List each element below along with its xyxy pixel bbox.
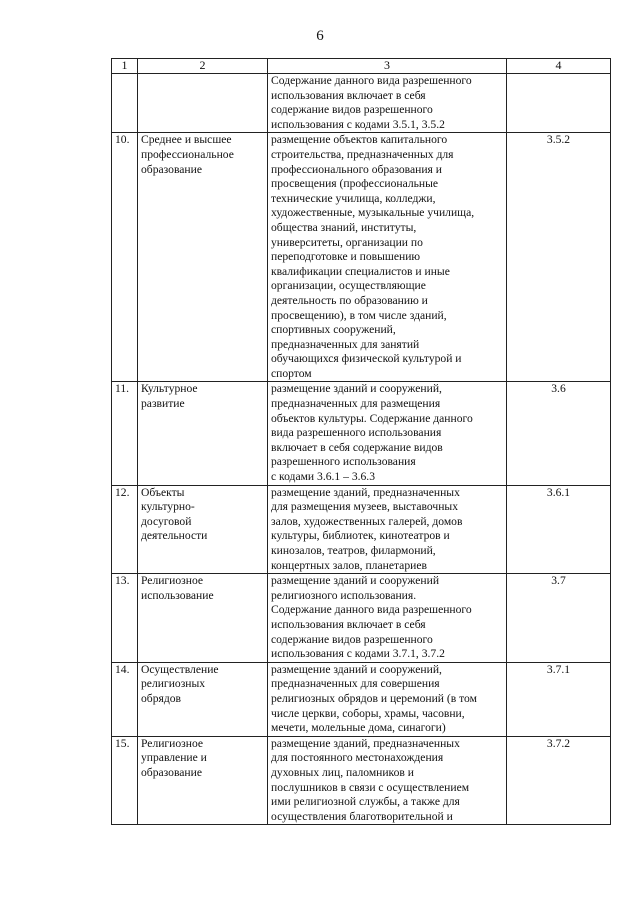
description-line: размещение зданий, предназначенных — [271, 485, 460, 499]
name-line: Осуществление — [141, 662, 219, 676]
description-line: послушников в связи с осуществлением — [271, 780, 470, 794]
description-line: размещение зданий и сооружений, — [271, 662, 442, 676]
description-line: ими религиозной службы, а также для — [271, 795, 460, 809]
description-line: спортивных сооружений, — [271, 323, 396, 337]
description-line: мечети, молельные дома, синагоги) — [271, 721, 446, 735]
description-line: кинозалов, театров, филармоний, — [271, 544, 436, 557]
header-col-1: 1 — [112, 59, 138, 74]
name-line: Объекты — [141, 485, 185, 499]
table-row — [112, 382, 611, 485]
description-line: залов, художественных галерей, домов — [271, 514, 463, 528]
land-use-description — [268, 736, 507, 825]
description-line: концертных залов, планетариев — [271, 558, 427, 572]
description-line: университеты, организации по — [271, 235, 423, 249]
land-use-code: 3.7.1 — [507, 662, 611, 736]
name-line: религиозных — [141, 677, 206, 691]
description-line: объектов культуры. Содержание данного — [271, 411, 473, 425]
name-line: управление и — [141, 751, 207, 765]
description-line: квалификации специалистов и иные — [271, 264, 450, 278]
description-line: использования включает в себя — [271, 88, 426, 102]
land-use-code: 3.7 — [507, 574, 611, 663]
land-use-table — [111, 58, 611, 825]
table-row — [112, 574, 611, 663]
description-line: содержание видов разрешенного — [271, 103, 433, 117]
name-line: досуговой — [141, 514, 192, 528]
description-line: предназначенных для занятий — [271, 337, 420, 351]
description-line: религиозного использования. — [271, 588, 417, 602]
description-line: размещение объектов капитального — [271, 133, 448, 147]
table-row — [112, 74, 611, 133]
name-line: Среднее и высшее — [141, 133, 232, 147]
name-line: образование — [141, 162, 202, 176]
header-col-3: 3 — [268, 59, 507, 74]
table-row — [112, 662, 611, 736]
description-line: строительства, предназначенных для — [271, 147, 454, 161]
description-line: Содержание данного вида разрешенного — [271, 603, 472, 617]
description-line: для постоянного местонахождения — [271, 751, 444, 765]
description-line: переподготовке и повышению — [271, 250, 421, 264]
description-line: просвещению), в том числе зданий, — [271, 308, 447, 322]
row-number: 10. — [112, 133, 138, 382]
description-line: просвещения (профессиональные — [271, 177, 439, 191]
name-line: профессиональное — [141, 147, 234, 161]
name-line: культурно- — [141, 500, 195, 514]
description-line: обучающихся физической культурой и — [271, 352, 462, 366]
description-line: религиозных обрядов и церемоний (в том — [271, 691, 477, 705]
land-use-name — [138, 382, 268, 485]
land-use-description — [268, 382, 507, 485]
table-row — [112, 133, 611, 382]
land-use-description — [268, 133, 507, 382]
table-row — [112, 736, 611, 825]
description-line: размещение зданий и сооружений — [271, 574, 440, 588]
description-line: размещение зданий, предназначенных — [271, 736, 460, 750]
description-line: использования с кодами 3.5.1, 3.5.2 — [271, 117, 445, 131]
name-line: использование — [141, 588, 214, 602]
land-use-name — [138, 485, 268, 574]
description-line: размещение зданий и сооружений, — [271, 382, 442, 396]
description-line: Содержание данного вида разрешенного — [271, 74, 472, 87]
name-line: Религиозное — [141, 574, 204, 588]
land-use-description — [268, 574, 507, 663]
description-line: числе церкви, соборы, храмы, часовни, — [271, 706, 465, 720]
name-line: развитие — [141, 397, 185, 411]
land-use-name — [138, 736, 268, 825]
name-line: образование — [141, 765, 202, 779]
table-header-row — [112, 59, 611, 74]
row-number: 13. — [112, 574, 138, 663]
land-use-code — [507, 74, 611, 133]
description-line: предназначенных для совершения — [271, 677, 440, 691]
row-number — [112, 74, 138, 133]
land-use-code: 3.5.2 — [507, 133, 611, 382]
land-use-description — [268, 662, 507, 736]
land-use-code: 3.7.2 — [507, 736, 611, 825]
description-line: предназначенных для размещения — [271, 397, 441, 411]
description-line: вида разрешенного использования — [271, 426, 442, 440]
description-line: содержание видов разрешенного — [271, 632, 433, 646]
name-line: обрядов — [141, 691, 181, 705]
description-line: художественные, музыкальные училища, — [271, 206, 475, 220]
row-number: 14. — [112, 662, 138, 736]
name-line: Религиозное — [141, 736, 204, 750]
description-line: использования с кодами 3.7.1, 3.7.2 — [271, 647, 445, 661]
description-line: для размещения музеев, выставочных — [271, 500, 459, 514]
land-use-code: 3.6.1 — [507, 485, 611, 574]
row-number: 11. — [112, 382, 138, 485]
description-line: с кодами 3.6.1 – 3.6.3 — [271, 470, 376, 484]
description-line: организации, осуществляющие — [271, 279, 426, 293]
land-use-description — [268, 74, 507, 133]
land-use-name — [138, 662, 268, 736]
row-number: 12. — [112, 485, 138, 574]
description-line: спортом — [271, 366, 312, 380]
land-use-description — [268, 485, 507, 574]
description-line: профессионального образования и — [271, 162, 442, 176]
name-line: деятельности — [141, 529, 208, 543]
header-col-4: 4 — [507, 59, 611, 74]
land-use-name — [138, 574, 268, 663]
description-line: духовных лиц, паломников и — [271, 765, 414, 779]
description-line: технические училища, колледжи, — [271, 191, 436, 205]
row-number: 15. — [112, 736, 138, 825]
table-row — [112, 485, 611, 574]
description-line: разрешенного использования — [271, 455, 416, 469]
land-use-name — [138, 133, 268, 382]
description-line: осуществления благотворительной и — [271, 809, 453, 823]
land-use-name — [138, 74, 268, 133]
page-number: 6 — [316, 28, 324, 44]
description-line: использования включает в себя — [271, 617, 426, 631]
header-col-2: 2 — [138, 59, 268, 74]
description-line: включает в себя содержание видов — [271, 440, 443, 454]
description-line: общества знаний, институты, — [271, 220, 417, 234]
description-line: деятельность по образованию и — [271, 293, 428, 307]
name-line: Культурное — [141, 382, 198, 396]
description-line: культуры, библиотек, кинотеатров и — [271, 529, 450, 543]
land-use-code: 3.6 — [507, 382, 611, 485]
